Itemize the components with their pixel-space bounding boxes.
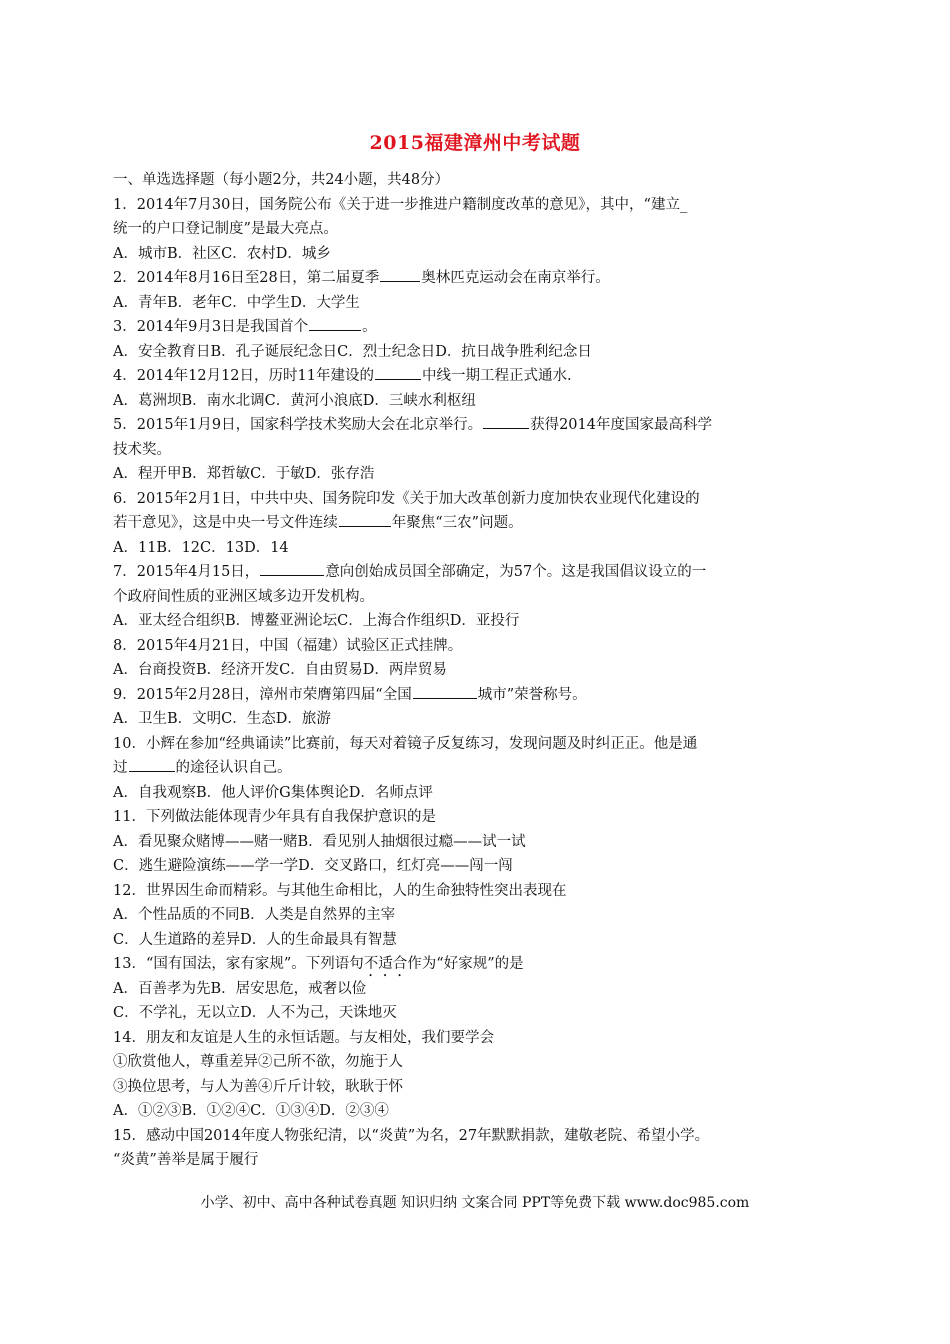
exam-body bbox=[113, 168, 813, 1173]
question-7-options: A．亚太经合组织B．博鳌亚洲论坛C．上海合作组织D．亚投行 bbox=[113, 613, 520, 629]
question-10-line-1: 10．小辉在参加“经典诵读”比赛前，每天对着镜子反复练习，发现问题及时纠正正。他是通 bbox=[113, 735, 698, 752]
question-7-line-2: 个政府间性质的亚洲区域多边开发机构。 bbox=[113, 588, 374, 605]
question-15-line-1: 15．感动中国2014年度人物张纪清，以“炎黄”为名，27年默默捐款，建敬老院、希望小学。 bbox=[113, 1127, 710, 1144]
question-6-options: A．11B．12C．13D．14 bbox=[113, 539, 289, 556]
question-6-post: 年聚焦“三农”问题。 bbox=[391, 515, 523, 531]
question-1-line-1 bbox=[113, 193, 813, 218]
question-14-item-2: ③换位思考，与人为善④斤斤计较，耿耿于怀 bbox=[113, 1078, 403, 1095]
question-14-item-1: ①欣赏他人，尊重差异②己所不欲，勿施于人 bbox=[113, 1054, 403, 1070]
question-12-options-2: C．人生道路的差异D．人的生命最具有智慧 bbox=[113, 931, 397, 948]
answer-blank bbox=[375, 365, 421, 380]
question-13-pre: 13．“国有国法，家有家规”。下列语句 bbox=[113, 956, 364, 972]
question-10-pre: 过 bbox=[113, 760, 128, 776]
question-5-options: A．程开甲B．郑哲敏C．于敏D．张存浩 bbox=[113, 466, 375, 482]
question-4-post: 中线一期工程正式通水. bbox=[421, 368, 572, 384]
question-9-pre: 9．2015年2月28日，漳州市荣膺第四届“全国 bbox=[113, 686, 412, 703]
question-8-options: A．台商投资B．经济开发C．自由贸易D．两岸贸易 bbox=[113, 662, 447, 678]
question-5-pre: 5．2015年1月9日，国家科学技术奖励大会在北京举行。 bbox=[113, 417, 483, 433]
question-13-options-2: C．不学礼，无以立D．人不为己，天诛地灭 bbox=[113, 1005, 397, 1021]
section-header: 一、单选选择题（每小题2分，共24小题，共48分） bbox=[113, 172, 450, 188]
question-7 bbox=[113, 560, 813, 585]
question-3-pre: 3．2014年9月3日是我国首个 bbox=[113, 319, 309, 335]
question-3-post: 。 bbox=[362, 319, 377, 335]
question-6-line-1: 6．2015年2月1日，中共中央、国务院印发《关于加大改革创新力度加快农业现代化建设的 bbox=[113, 490, 700, 507]
question-14: 14．朋友和友谊是人生的永恒话题。与友相处，我们要学会 bbox=[113, 1029, 494, 1046]
answer-blank bbox=[413, 684, 477, 699]
question-4 bbox=[113, 364, 813, 389]
question-12-options-1: A．个性品质的不同B．人类是自然界的主宰 bbox=[113, 907, 396, 923]
question-6-line-2 bbox=[113, 511, 813, 536]
question-1-text: 1．2014年7月30日，国务院公布《关于进一步推进户籍制度改革的意见》，其中，“建立 bbox=[113, 196, 680, 213]
question-5 bbox=[113, 413, 813, 438]
question-13 bbox=[113, 952, 813, 977]
question-4-pre: 4．2014年12月12日，历时11年建设的 bbox=[113, 368, 374, 384]
question-2-pre: 2．2014年8月16日至28日，第二届夏季 bbox=[113, 270, 380, 286]
answer-blank bbox=[380, 267, 420, 282]
question-15-line-2: “炎黄”善举是属于履行 bbox=[113, 1152, 259, 1168]
page-footer: 小学、初中、高中各种试卷真题 知识归纳 文案合同 PPT等免费下载 www.doc985.com bbox=[200, 1195, 750, 1211]
question-4-options: A．葛洲坝B．南水北调C．黄河小浪底D．三峡水利枢纽 bbox=[113, 392, 476, 409]
question-6-pre: 若干意见》，这是中央一号文件连续 bbox=[113, 515, 338, 531]
question-11-options-2: C．逃生避险演练——学一学D．交叉路口，红灯亮——闯一闯 bbox=[113, 858, 513, 874]
question-2-options: A．青年B．老年C．中学生D．大学生 bbox=[113, 294, 360, 311]
question-2-post: 奥林匹克运动会在南京举行。 bbox=[421, 270, 610, 286]
question-13-options-1: A．百善孝为先B．居安思危，戒奢以俭 bbox=[113, 980, 367, 997]
question-10-line-2 bbox=[113, 756, 813, 781]
question-9 bbox=[113, 683, 813, 708]
question-13-post: 作为“好家规”的是 bbox=[407, 956, 524, 972]
question-7-pre: 7．2015年4月15日， bbox=[113, 564, 260, 580]
question-10-post: 的途径认识自己。 bbox=[175, 760, 292, 776]
question-11-options-1: A．看见聚众赌博——赌一赌B．看见别人抽烟很过瘾——试一试 bbox=[113, 833, 526, 850]
question-9-post: 城市”荣誉称号。 bbox=[477, 686, 587, 703]
question-1-line-2: 统一的户口登记制度”是最大亮点。 bbox=[113, 221, 338, 237]
question-8: 8．2015年4月21日，中国（福建）试验区正式挂牌。 bbox=[113, 637, 463, 654]
answer-blank bbox=[129, 757, 175, 772]
emphasis-text: 不适合 bbox=[363, 956, 408, 972]
answer-blank bbox=[339, 512, 391, 527]
question-1-options: A．城市B．社区C．农村D．城乡 bbox=[113, 245, 331, 262]
answer-blank bbox=[309, 316, 361, 331]
question-7-post: 意向创始成员国全部确定，为57个。这是我国倡议设立的一 bbox=[325, 564, 707, 580]
question-2 bbox=[113, 266, 813, 291]
question-10-options: A．自我观察B．他人评价G集体舆论D．名师点评 bbox=[113, 784, 433, 801]
answer-blank bbox=[260, 561, 324, 576]
question-1-tail: _ bbox=[679, 196, 688, 213]
question-3-options: A．安全教育日B．孔子诞辰纪念日C．烈士纪念日D．抗日战争胜利纪念日 bbox=[113, 343, 592, 360]
question-12: 12．世界因生命而精彩。与其他生命相比，人的生命独特性突出表现在 bbox=[113, 882, 567, 899]
page-title: 2015福建漳州中考试题 bbox=[369, 132, 581, 154]
question-3 bbox=[113, 315, 813, 340]
question-5-line-2: 技术奖。 bbox=[113, 441, 171, 458]
question-5-post: 获得2014年度国家最高科学 bbox=[530, 417, 712, 433]
question-14-options: A．①②③B．①②④C．①③④D．②③④ bbox=[113, 1103, 389, 1119]
question-9-options: A．卫生B．文明C．生态D．旅游 bbox=[113, 711, 331, 727]
question-11: 11．下列做法能体现青少年具有自我保护意识的是 bbox=[113, 809, 436, 825]
answer-blank bbox=[483, 414, 529, 429]
